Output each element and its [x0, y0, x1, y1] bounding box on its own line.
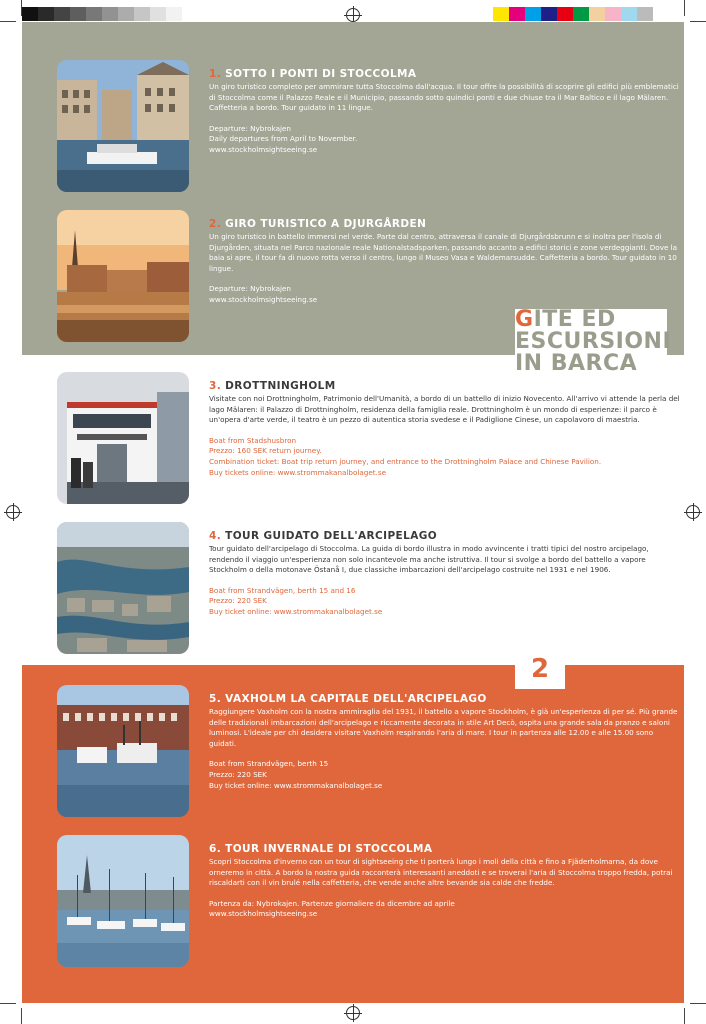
crop-mark: [690, 1003, 706, 1004]
tour-combination-ticket: Combination ticket: Boat trip return journey, and entrance to the Drottningholm Palace and Chinese Pavilion.: [209, 456, 602, 466]
tour-number: 4.: [209, 530, 222, 542]
tour-title: VAXHOLM LA CAPITALE DELL'ARCIPELAGO: [225, 693, 487, 705]
section-title-line3: IN BARCA: [515, 351, 638, 376]
tour-info: [209, 586, 681, 618]
tour-title: GIRO TURISTICO A DJURGÅRDEN: [225, 218, 427, 230]
tour-description: Un giro turistico completo per ammirare tutta Stoccolma dall'acqua. Il tour offre la possibilità di scoprire gli edifici più emblematici di Stoccolma come il Palazzo Reale e il Municipio, passando sotto quindici ponti e due chiuse tra il Mar Baltico e il lago Mälaren. Caffetteria a bordo. Tour guidato in 11 lingue.: [209, 82, 679, 113]
tour-number: 1.: [209, 68, 222, 80]
tour-booking-link[interactable]: Buy ticket online: www.strommakanalbolaget.se: [209, 606, 383, 616]
tour-booking-link[interactable]: Buy ticket online: www.strommakanalbolaget.se: [209, 780, 383, 790]
registration-mark-bottom: [346, 1006, 360, 1020]
tour-title: SOTTO I PONTI DI STOCCOLMA: [225, 68, 417, 80]
tour-departure: Boat from Strandvägen, berth 15 and 16: [209, 585, 356, 595]
tour-title: TOUR INVERNALE DI STOCCOLMA: [225, 843, 433, 855]
tour-number: 2.: [209, 218, 222, 230]
registration-mark-left: [6, 505, 20, 519]
tour-photo-winter-marina: [57, 835, 189, 967]
crop-mark: [684, 0, 685, 16]
tour-departure: Boat from Strandvägen, berth 15: [209, 759, 329, 769]
tour-description: Visitate con noi Drottningholm, Patrimonio dell'Umanità, a bordo di un battello di inizio Novecento. All'arrivo vi attende la perla del lago Mälaren: il Palazzo di Drottningholm, residenza della famiglia reale. Drottningholm è un mondo di esperienze: il parco è un'opera d'arte verde, il teatro è un pezzo di autentica storia svedese e il Padiglione Cinese, un capolavoro di maestria.: [209, 394, 680, 425]
tour-website-link[interactable]: www.stockholmsightseeing.se: [209, 909, 318, 919]
tour-photo-sunset-skyline: [57, 210, 189, 342]
tour-number: 5.: [209, 693, 222, 705]
section-title: [515, 309, 675, 375]
tour-description: Scopri Stoccolma d'inverno con un tour di sightseeing che ti porterà lungo i moli della città e fino a Fjäderholmarna, da dove orneremo in città. A bordo la nostra guida racconterà interessanti aneddoti e se troverai l'aria di Stoccolma troppo fredda, potrai riscaldarti con il vin brulé nella caffetteria, che vende anche altre bevande sia calde che fredde.: [209, 857, 673, 888]
tour-info: [209, 899, 681, 920]
crop-mark: [21, 0, 22, 16]
tour-departure: Boat from Stadshusbron: [209, 435, 297, 445]
tour-description: Un giro turistico in battello immersi nel verde. Parte dal centro, attraversa il canale di Djurgårdsbrunn e si inoltra per l'isola di Djurgården, situata nel Parco nazionale reale Nationalstadsparken, passando accanto a edifici storici e zone verdeggianti. Dove la baia si apre, il tour fa di nuovo rotta verso il centro, lungo il Museo Vasa e Waldemarsudde. Caffetteria a bordo. Tour guidato in 10 lingue.: [209, 232, 678, 273]
tour-photo-city-buildings: [57, 60, 189, 192]
tour-departure: Departure: Nybrokajen: [209, 123, 291, 133]
tour-title: DROTTNINGHOLM: [225, 380, 336, 392]
tour-website-link[interactable]: www.stockholmsightseeing.se: [209, 294, 318, 304]
tour-info: [209, 436, 681, 478]
tour-departure: Departure: Nybrokajen: [209, 284, 291, 294]
section-title-initial: G: [515, 307, 534, 332]
tour-info: [209, 124, 681, 156]
tour-description: Tour guidato dell'arcipelago di Stoccolma. La guida di bordo illustra in modo avvincente i tratti tipici del nostro arcipelago, rendendo il viaggio un'esperienza non solo incantevole ma anche istruttiva. Il tour si svolge a bordo del battello a vapore Stockholm o della motonave Östanå I, due classiche imbarcazioni dell'arcipelago costruite nel 1931 e nel 1906.: [209, 544, 649, 575]
tour-number: 3.: [209, 380, 222, 392]
crop-mark: [684, 1008, 685, 1024]
tour-photo-drottningholm-boat: [57, 372, 189, 504]
tour-schedule: Daily departures from April to November.: [209, 134, 358, 144]
tour-departure: Partenza da: Nybrokajen. Partenze giornaliere da dicembre ad aprile: [209, 898, 455, 908]
registration-mark-right: [686, 505, 700, 519]
crop-mark: [21, 1008, 22, 1024]
tour-price: Prezzo: 220 SEK: [209, 596, 267, 606]
crop-mark: [0, 21, 16, 22]
grayscale-calibration-bar: [22, 7, 182, 21]
tour-info: [209, 759, 681, 791]
tour-photo-aerial-city: [57, 522, 189, 654]
tour-title: TOUR GUIDATO DELL'ARCIPELAGO: [225, 530, 438, 542]
section-title-line2: ESCURSIONI: [515, 329, 672, 354]
color-calibration-bar: [493, 7, 653, 21]
registration-mark-top: [346, 8, 360, 22]
tour-info: [209, 284, 681, 305]
crop-mark: [0, 1003, 16, 1004]
tour-booking-link[interactable]: Buy tickets online: www.strommakanalbolaget.se: [209, 467, 387, 477]
crop-mark: [690, 21, 706, 22]
tour-photo-vaxholm-harbour: [57, 685, 189, 817]
section-title-line1: ITE ED: [533, 307, 616, 332]
tour-description: Raggiungere Vaxholm con la nostra ammiraglia del 1931, il battello a vapore Stockholm, è già un'esperienza di per sé. Più grande delle tradizionali imbarcazioni dell'arcipelago e riccamente decorata in stile Art Decò, ospita una grande sala da pranzo e saloni luminosi. L'ideale per chi desidera visitare Vaxholm respirando l'aria di mare. I tour in partenza alle 12.00 e alle 15.00 sono guidati.: [209, 707, 678, 748]
tour-price: Prezzo: 220 SEK: [209, 769, 267, 779]
tour-price: Prezzo: 160 SEK return journey.: [209, 446, 322, 456]
tour-number: 6.: [209, 843, 222, 855]
tour-website-link[interactable]: www.stockholmsightseeing.se: [209, 144, 318, 154]
page-number: 2: [515, 647, 565, 689]
